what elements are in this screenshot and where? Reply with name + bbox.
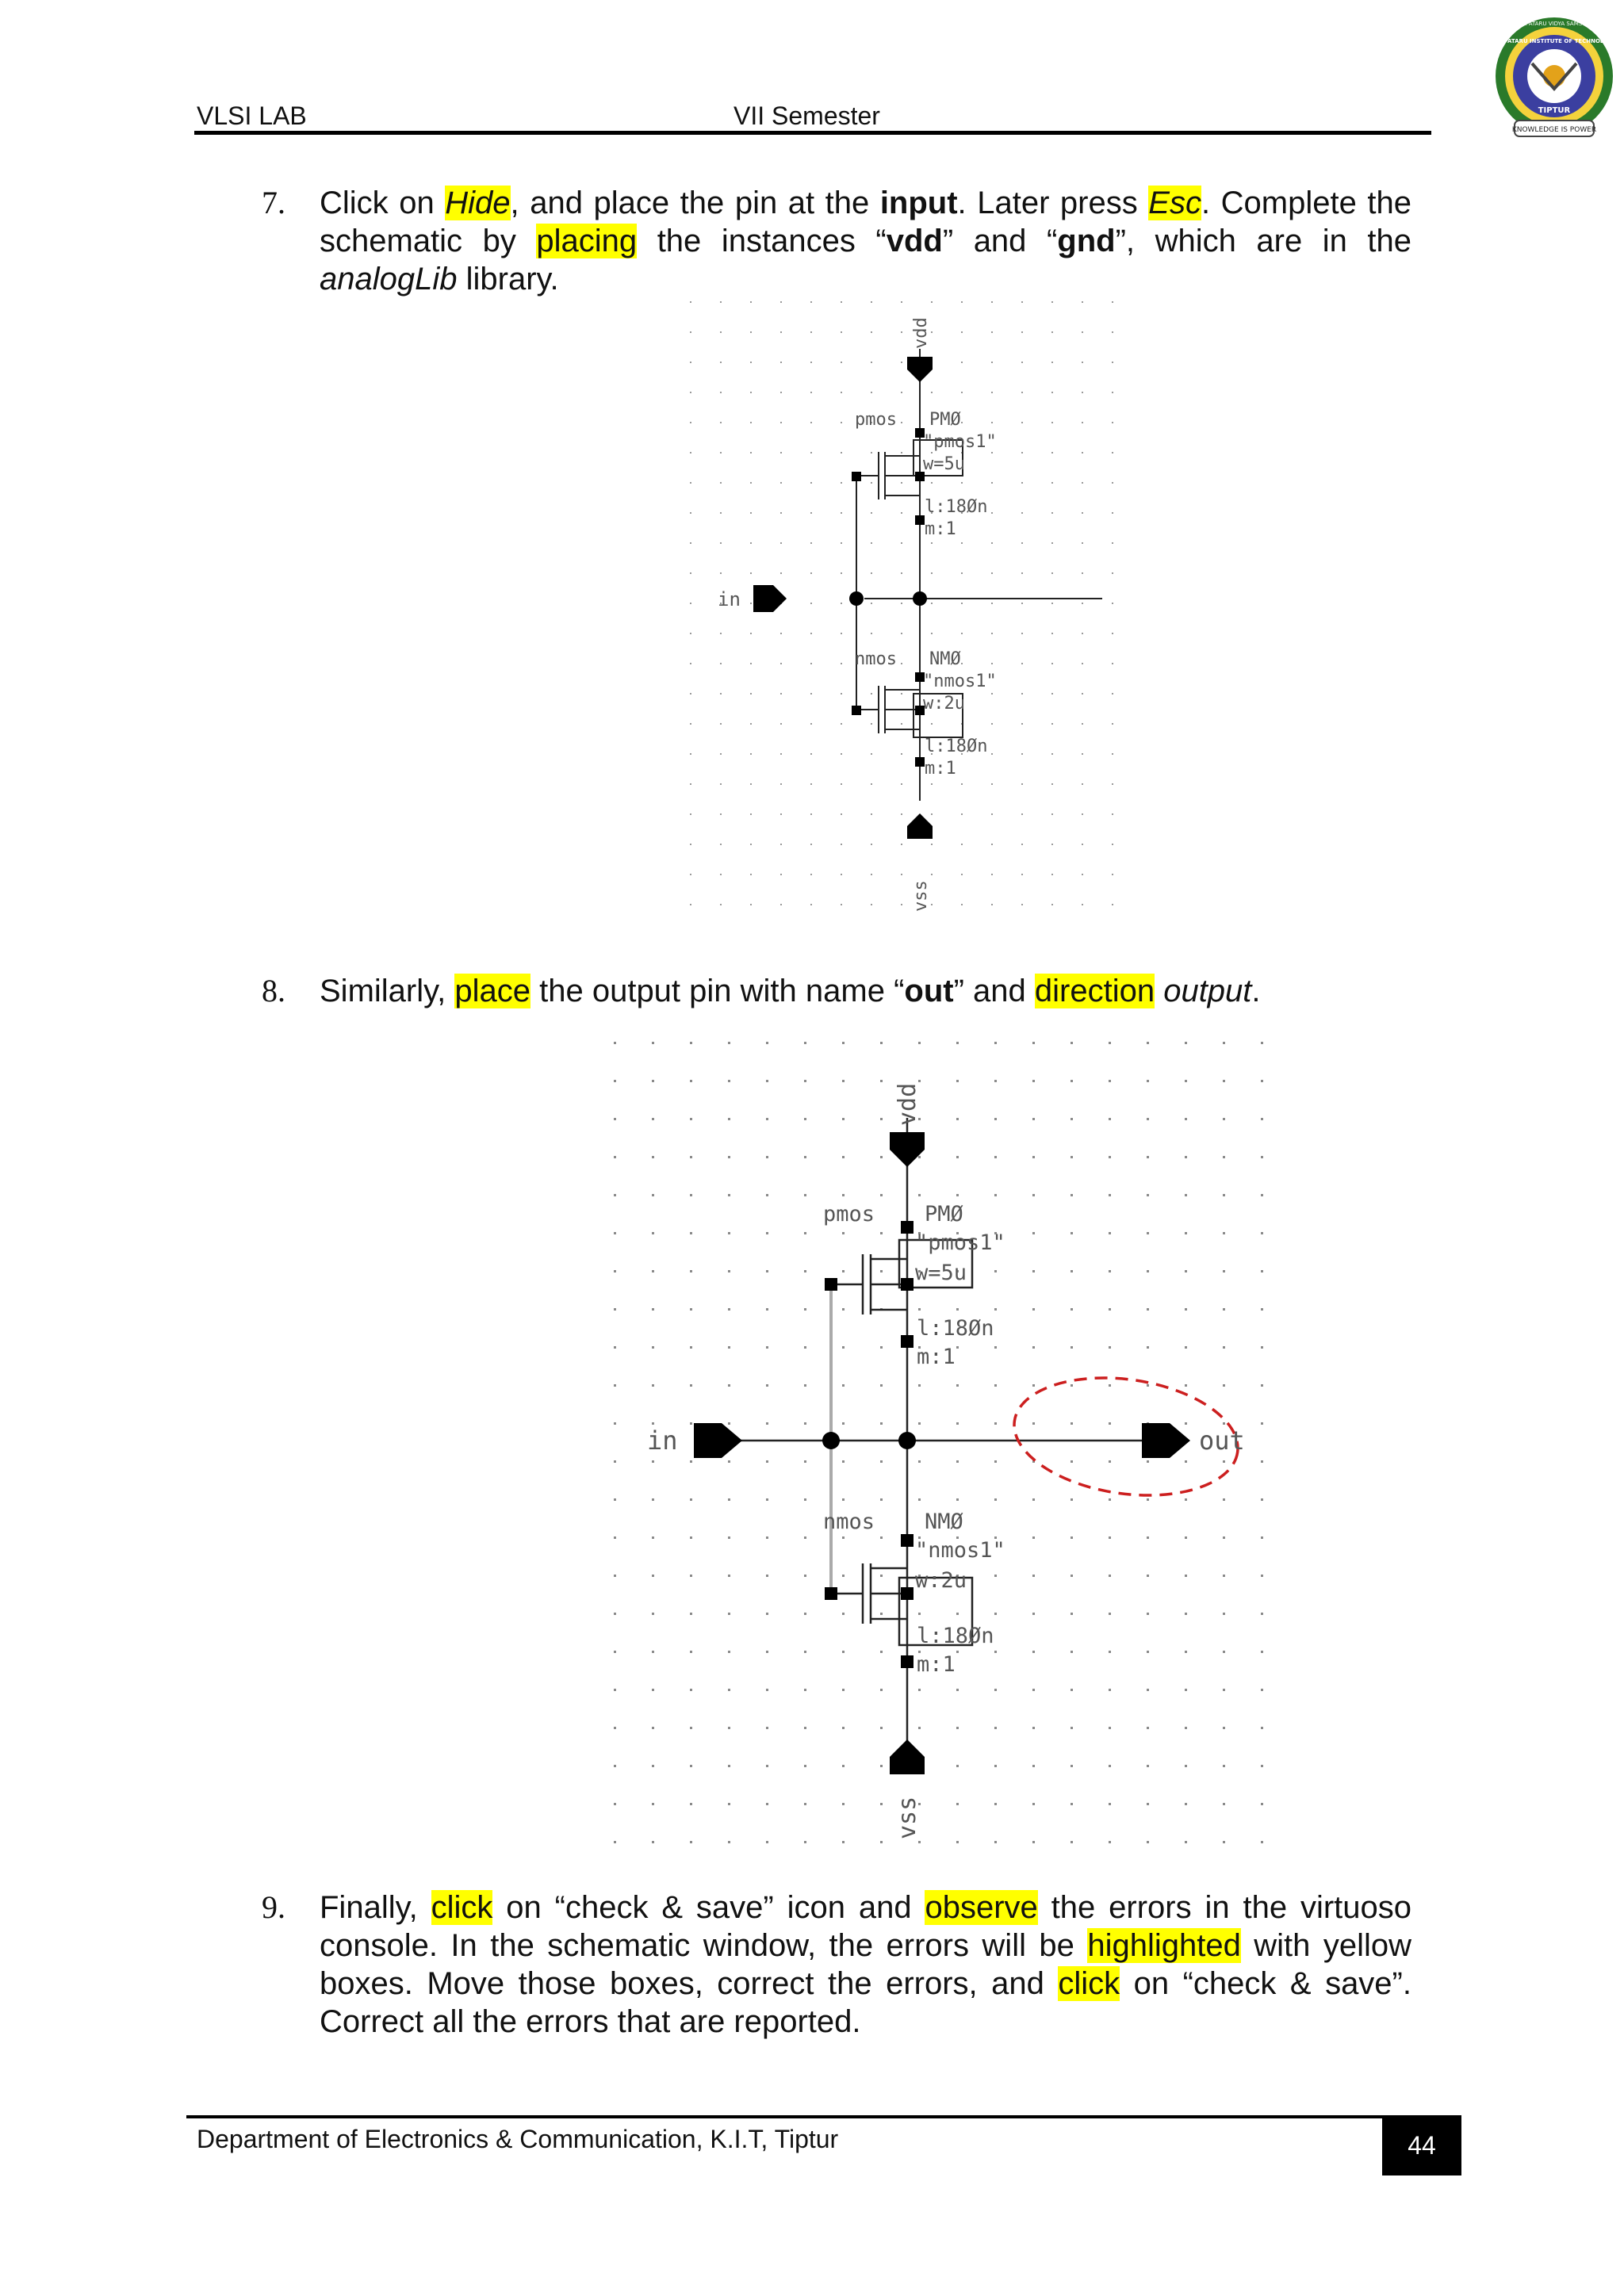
step-text: Click on Hide, and place the pin at the input. Later press Esc. Complete the schematic by placing the instances “vdd” and “gnd”, which are in the analogLib library. xyxy=(320,186,1412,297)
nmos-model: "nmos1" xyxy=(915,1538,1005,1563)
pmos-type: pmos xyxy=(823,1202,875,1226)
input-pin-label: in xyxy=(718,588,741,610)
nmos-width: w:2u xyxy=(915,1568,967,1593)
nmos-multiplier: m:1 xyxy=(925,759,956,779)
step-9 xyxy=(262,1888,1411,2041)
step-8 xyxy=(262,972,1411,1010)
college-logo xyxy=(1491,16,1618,143)
header-semester: VII Semester xyxy=(733,101,880,130)
step-text: Similarly, place the output pin with name “out” and direction output. xyxy=(320,974,1261,1008)
logo-motto: KNOWLEDGE IS POWER xyxy=(1511,126,1597,134)
nmos-model: "nmos1" xyxy=(923,672,997,691)
nmos-length: l:18Øn xyxy=(917,1624,994,1648)
input-pin-label: in xyxy=(647,1425,678,1456)
step-number: 7. xyxy=(262,185,285,220)
nmos-width: w:2u xyxy=(923,694,965,714)
step-text: Finally, click on “check & save” icon and observe the errors in the virtuoso console. In the schematic window, the errors will be highlighted with yellow boxes. Move those boxes, correct the errors, and click on “check & save”. Correct all the errors that are reported. xyxy=(320,1890,1412,2039)
pmos-length: l:18Øn xyxy=(925,497,988,517)
pmos-multiplier: m:1 xyxy=(925,519,956,539)
step-number: 8. xyxy=(262,973,285,1008)
pmos-name: PMØ xyxy=(925,1202,963,1226)
page-number: 44 xyxy=(1382,2115,1461,2175)
pmos-model: "pmos1" xyxy=(923,432,997,452)
nmos-type: nmos xyxy=(855,649,897,669)
nmos-length: l:18Øn xyxy=(925,737,988,756)
nmos-multiplier: m:1 xyxy=(917,1652,956,1677)
pmos-width: w=5u xyxy=(923,454,965,474)
grid-dots xyxy=(682,293,1126,928)
nmos-name: NMØ xyxy=(929,649,961,669)
logo-ring-text: KALPATARU INSTITUTE OF TECHNOLOGY xyxy=(1492,38,1617,44)
vss-label: vss xyxy=(894,1796,921,1839)
step-number: 9. xyxy=(262,1889,285,1925)
logo-top-text: KALPATARU VIDYA SAMSTHE xyxy=(1515,21,1594,27)
schematic-figure-1 xyxy=(682,293,1126,928)
pmos-width: w=5u xyxy=(915,1261,967,1285)
pmos-type: pmos xyxy=(855,410,897,430)
step-7 xyxy=(262,184,1411,298)
pmos-name: PMØ xyxy=(929,410,961,430)
pmos-length: l:18Øn xyxy=(917,1316,994,1341)
header-lab-title: VLSI LAB xyxy=(197,101,307,130)
schematic-figure-2 xyxy=(603,1031,1285,1847)
nmos-type: nmos xyxy=(823,1510,875,1534)
nmos-name: NMØ xyxy=(925,1510,963,1534)
vdd-label: vdd xyxy=(894,1082,921,1126)
pmos-model: "pmos1" xyxy=(915,1230,1005,1255)
vss-label: vss xyxy=(911,880,931,912)
logo-city: TIPTUR xyxy=(1538,106,1571,115)
footer-rule xyxy=(186,2115,1384,2118)
vdd-label: vdd xyxy=(911,317,931,349)
pmos-multiplier: m:1 xyxy=(917,1345,956,1369)
footer-department: Department of Electronics & Communication, K.I.T, Tiptur xyxy=(197,2125,839,2153)
output-pin-label: out xyxy=(1199,1425,1245,1456)
header-rule xyxy=(194,131,1431,135)
